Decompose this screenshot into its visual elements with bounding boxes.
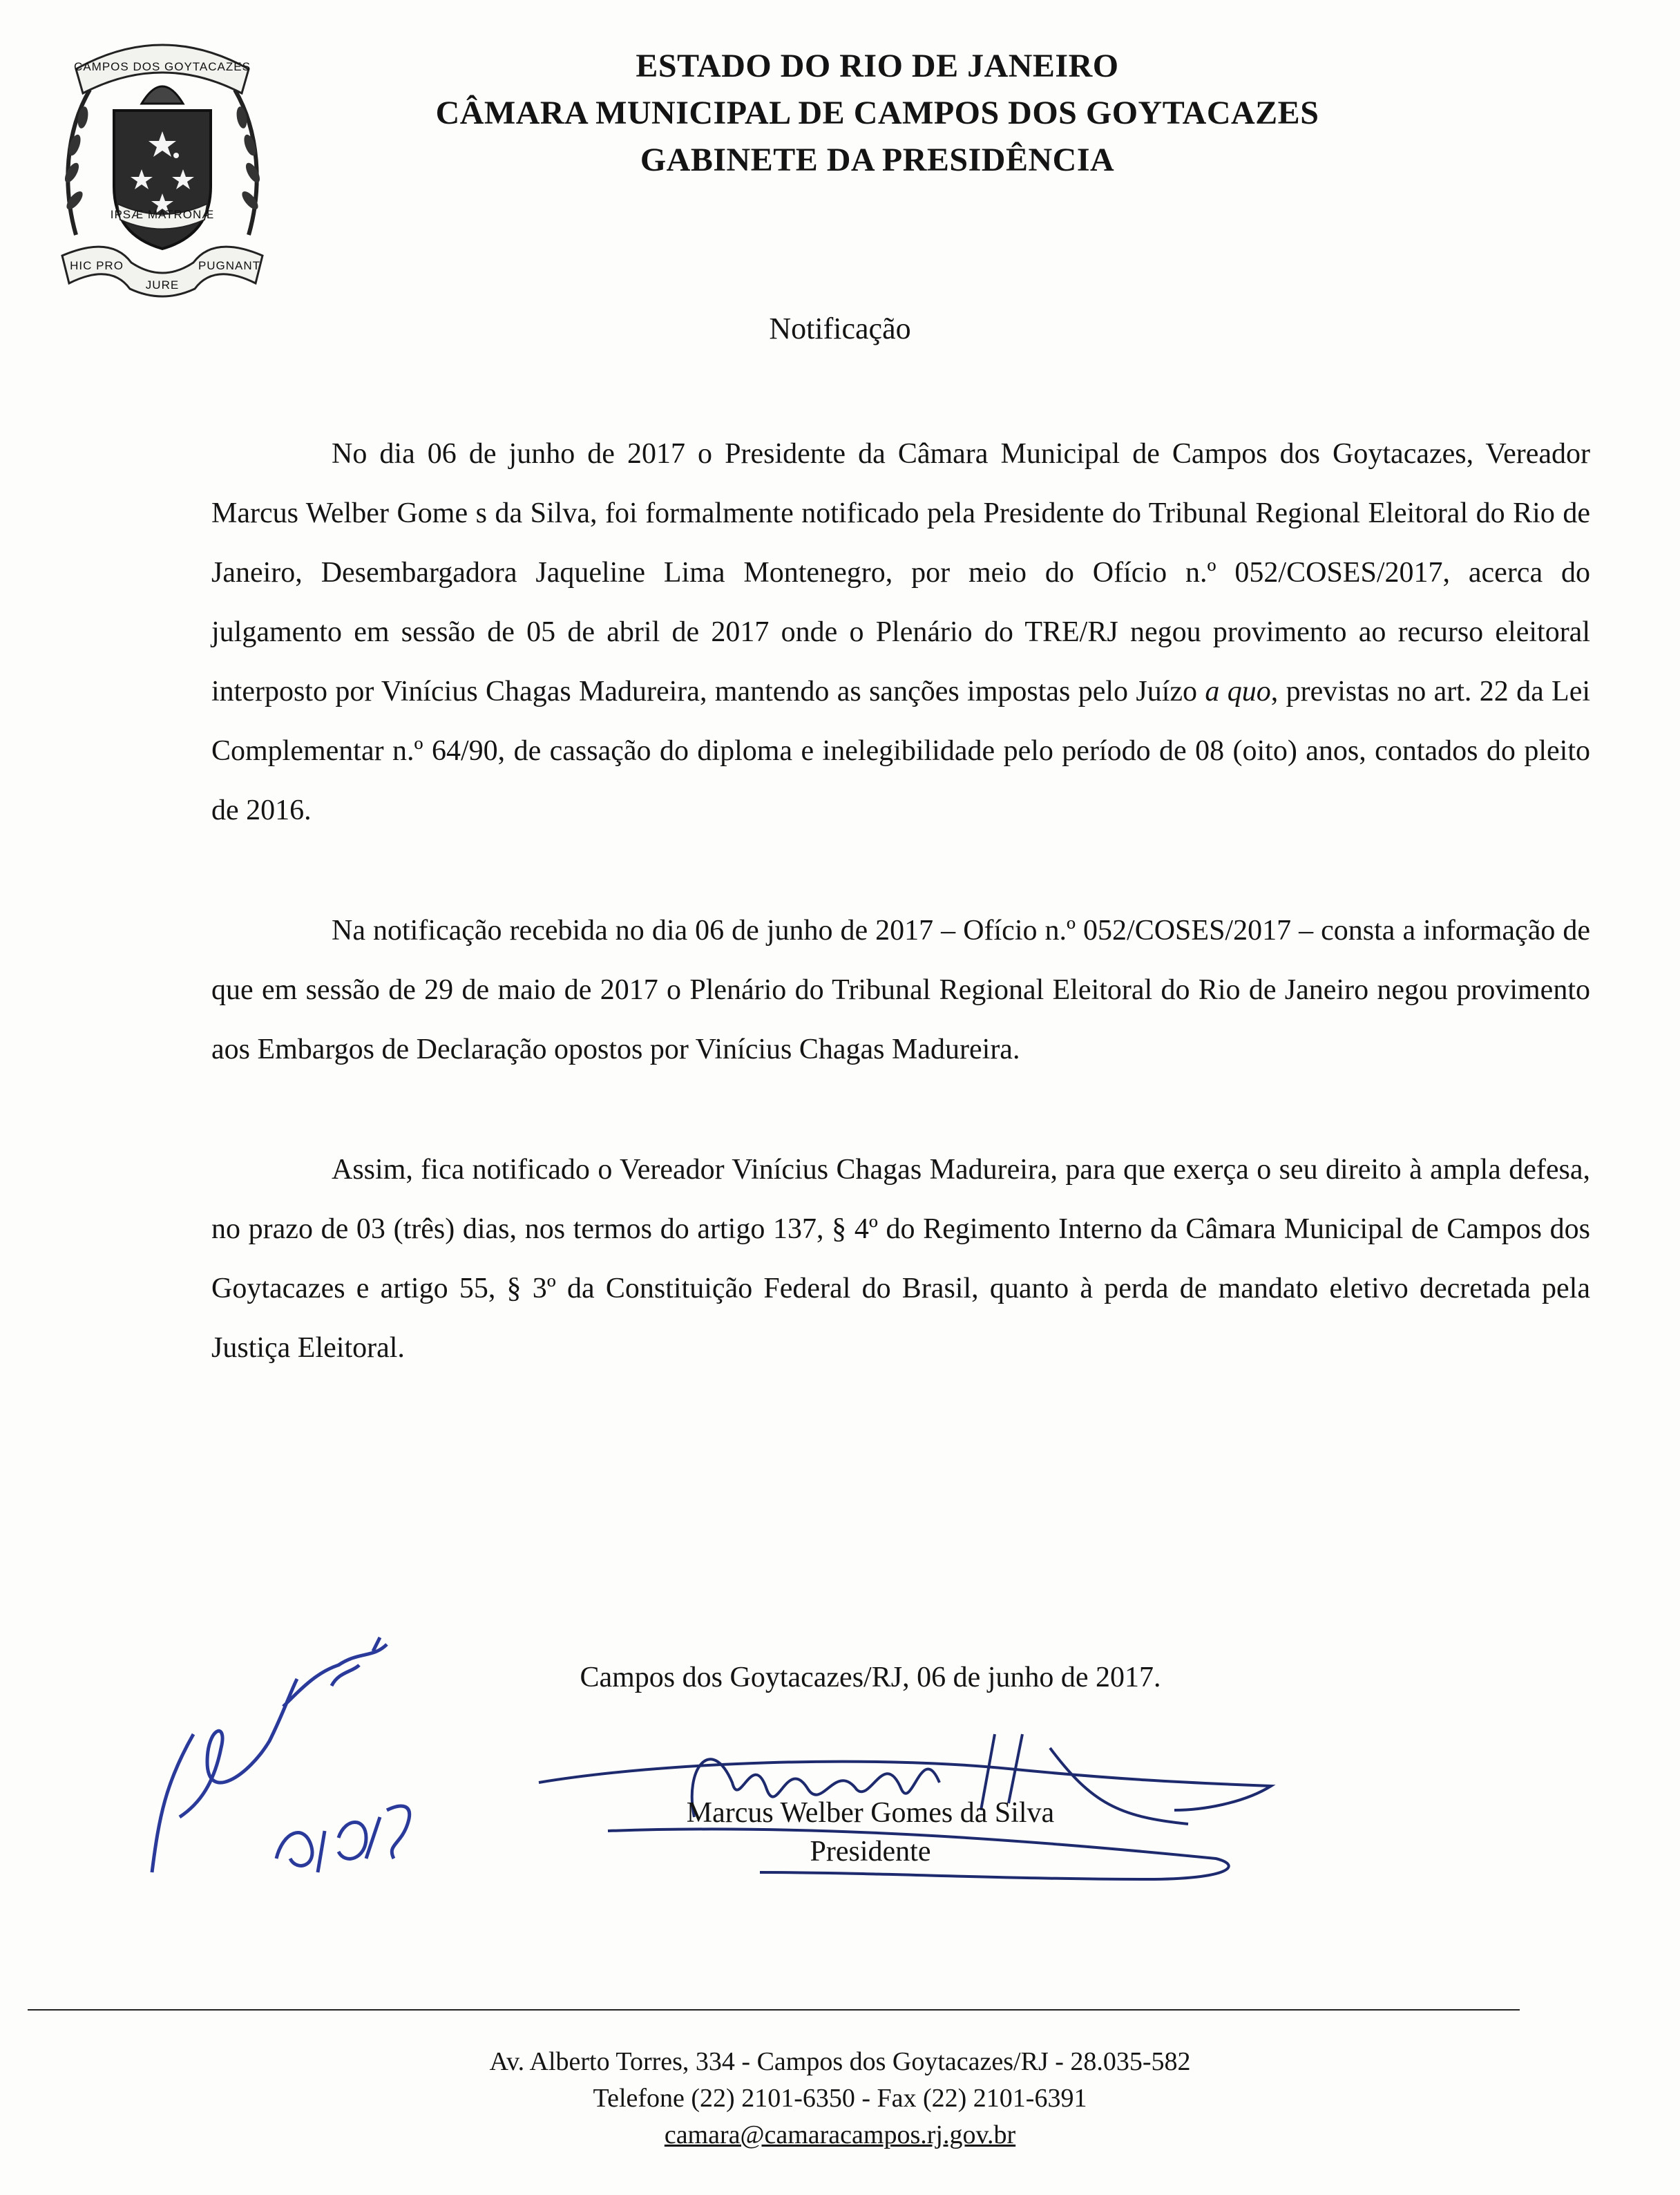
paragraph-1 [211,424,1590,840]
letterhead [318,43,1437,184]
footer-phone: Telefone (22) 2101-6350 - Fax (22) 2101-6391 [593,2084,1087,2113]
footer [0,2044,1680,2154]
document-title: Notificação [769,312,911,345]
paragraph-2: Na notificação recebida no dia 06 de junho de 2017 – Ofício n.º 052/COSES/2017 – consta a informação de que em sessão de 29 de maio de 2017 o Plenário do Tribunal Regional Eleitoral do Rio de Janeiro negou provimento aos Embargos de Declaração opostos por Vinícius Chagas Madureira. [211,915,1590,1065]
paragraph-1-text-a: No dia 06 de junho de 2017 o Presidente da Câmara Municipal de Campos dos Goytacazes, Vereador Marcus Welber Gome s da Silva, foi formalmente notificado pela Presidente do Tribunal Regional Eleitoral do Rio de Janeiro, Desembargadora Jaqueline Lima Montenegro, por meio do Ofício n.º 052/COSES/2017, acerca do julgamento em sessão de 05 de abril de 2017 onde o Plenário do TRE/RJ negou provimento ao recurso eleitoral interposto por Vinícius Chagas Madureira, mantendo as sanções impostas pelo Juízo [211,438,1590,707]
paragraph-1-text-b: , previstas no art. 22 da Lei Complementar n.º 64/90, de cassação do diploma e inelegibilidade pelo período de 08 (oito) anos, contados do pleito de 2016. [211,676,1591,826]
signature-block [594,1794,1147,1871]
crest-ribbon-left: HIC PRO [70,259,124,272]
footer-address: Av. Alberto Torres, 334 - Campos dos Goytacazes/RJ - 28.035-582 [489,2047,1191,2076]
paragraph-3: Assim, fica notificado o Vereador Vinícius Chagas Madureira, para que exerça o seu direito à ampla defesa, no prazo de 03 (três) dias, nos termos do artigo 137, § 4º do Regimento Interno da Câmara Municipal de Campos dos Goytacazes e artigo 55, § 3º da Constituição Federal do Brasil, quanto à perda de mandato eletivo decretada pela Justiça Eleitoral. [211,1154,1590,1364]
footer-divider [28,2009,1520,2011]
signatory-name: Marcus Welber Gomes da Silva [686,1797,1055,1829]
header-office: GABINETE DA PRESIDÊNCIA [640,142,1115,178]
place-and-date: Campos dos Goytacazes/RJ, 06 de junho de 2017. [580,1662,1161,1693]
coat-of-arms-logo [48,28,276,304]
crest-ribbon-right: PUGNANT [198,259,261,272]
handwritten-receipt-note [111,1610,442,1914]
header-chamber: CÂMARA MUNICIPAL DE CAMPOS DOS GOYTACAZES [435,95,1319,131]
crest-middle-text: IPSÆ MATRONÆ [110,208,215,221]
paragraph-1-italic-term: a quo [1205,676,1271,707]
crest-top-text: CAMPOS DOS GOYTACAZES [74,60,251,73]
crest-ribbon-center: JURE [145,278,180,292]
document-body [211,424,1590,1378]
footer-email-link[interactable]: camara@camaracampos.rj.gov.br [664,2120,1016,2149]
signatory-role: Presidente [810,1836,931,1868]
coat-of-arms-drawing [48,28,276,304]
header-state: ESTADO DO RIO DE JANEIRO [636,48,1119,84]
